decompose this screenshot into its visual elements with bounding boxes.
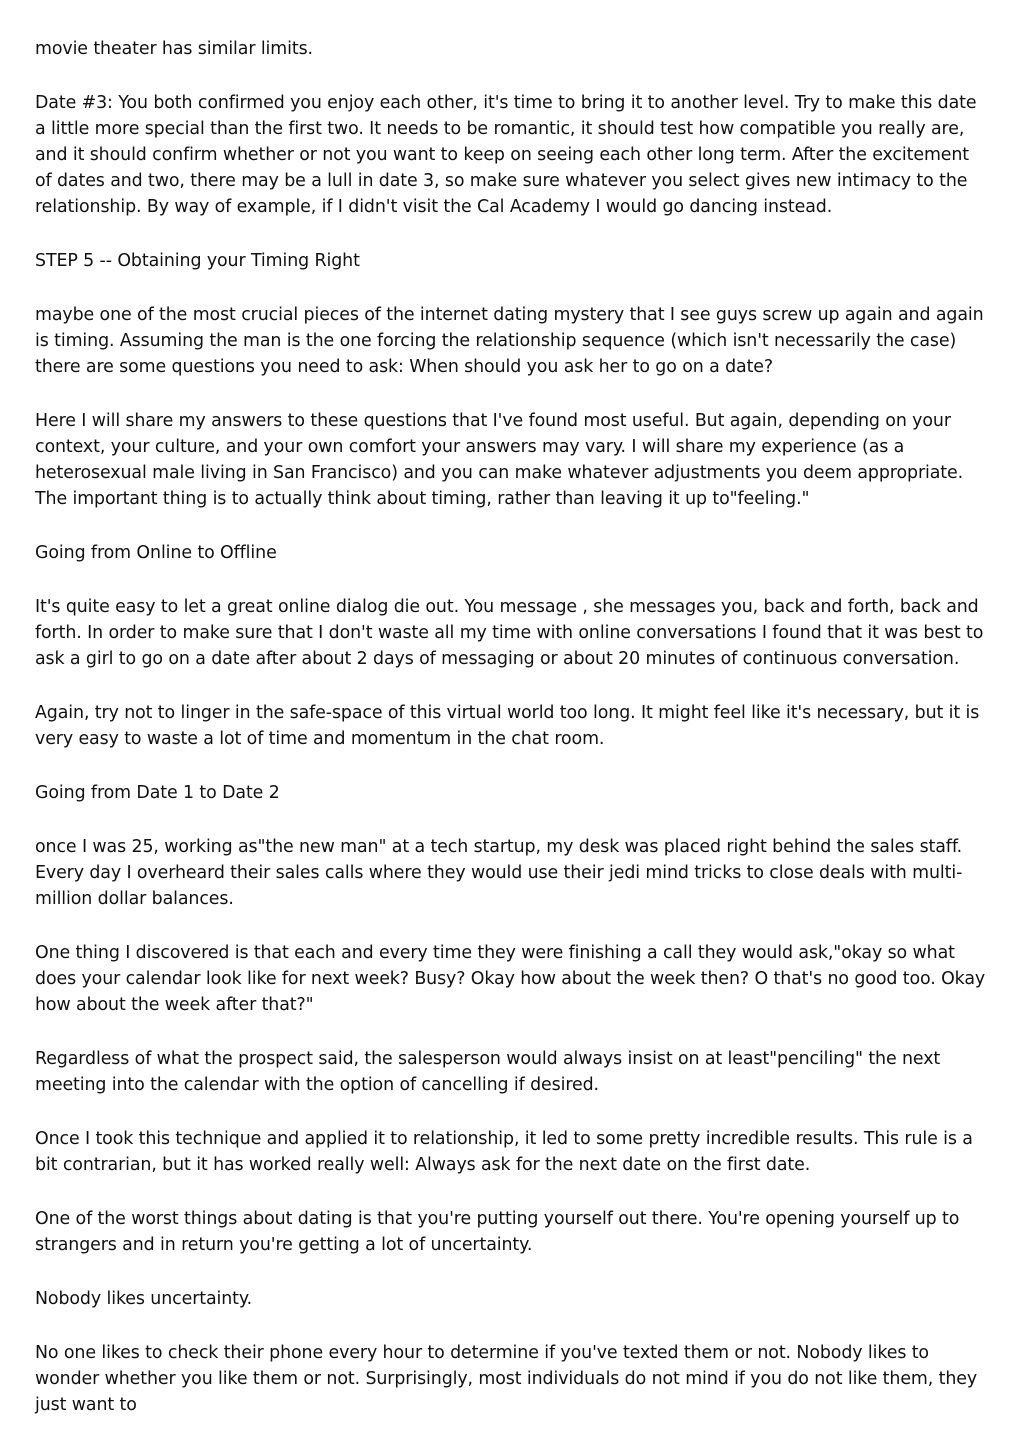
paragraph-timing: maybe one of the most crucial pieces of the internet dating mystery that I see guys screw up again and again is timing. Assuming the man is the one forcing the relationship sequence (which isn't necessarily the case) there are some questions you need to ask: When should you ask her to go on a date? bbox=[35, 305, 984, 377]
paragraph-online-dialog: It's quite easy to let a great online dialog die out. You message , she messages you, back and forth, back and forth. In order to make sure that I don't waste all my time with online conversations I found that it was best to ask a girl to go on a date after about 2 days of messaging or about 20 minutes of continuous conversation. bbox=[35, 597, 984, 669]
paragraph-sales-calls: One thing I discovered is that each and every time they were finishing a call they would ask,"okay so what does your calendar look like for next week? Busy? Okay how about the week then? O that's no good too. Okay how about the week after that?" bbox=[35, 943, 986, 1015]
paragraph-tech-startup: once I was 25, working as"the new man" at a tech startup, my desk was placed right behind the sales staff. Every day I overheard their sales calls where they would use their jedi mind tricks to close deals with multi-million dollar balances. bbox=[35, 837, 963, 909]
paragraph-check-phone: No one likes to check their phone every hour to determine if you've texted them or not. Nobody likes to wonder whether you like them or not. Surprisingly, most individuals do not mind if you do not like them, they just want to bbox=[35, 1343, 978, 1415]
paragraph-putting-yourself-out: One of the worst things about dating is that you're putting yourself out there. You're opening yourself up to strangers and in return you're getting a lot of uncertainty. bbox=[35, 1209, 960, 1255]
paragraph-virtual-world: Again, try not to linger in the safe-space of this virtual world too long. It might feel like it's necessary, but it is very easy to waste a lot of time and momentum in the chat room. bbox=[35, 703, 980, 749]
paragraph-uncertainty: Nobody likes uncertainty. bbox=[35, 1289, 253, 1309]
paragraph-answers: Here I will share my answers to these questions that I've found most useful. But again, depending on your context, your culture, and your own comfort your answers may vary. I will share my experience (as a heterosexual male living in San Francisco) and you can make whatever adjustments you deem appropriate. The important thing is to actually think about timing, rather than leaving it up to"feeling." bbox=[35, 411, 964, 509]
paragraph-penciling: Regardless of what the prospect said, the salesperson would always insist on at least"penciling" the next meeting into the calendar with the option of cancelling if desired. bbox=[35, 1049, 941, 1095]
heading-online-to-offline: Going from Online to Offline bbox=[35, 543, 277, 563]
heading-date-1-to-2: Going from Date 1 to Date 2 bbox=[35, 783, 280, 803]
paragraph-continuation: movie theater has similar limits. bbox=[35, 39, 313, 59]
heading-step-5: STEP 5 -- Obtaining your Timing Right bbox=[35, 251, 360, 271]
paragraph-date-3: Date #3: You both confirmed you enjoy each other, it's time to bring it to another level. Try to make this date a little more special than the first two. It needs to be romantic, it should test how compatible you really are, and it should confirm whether or not you want to keep on seeing each other long term. After the excitement of dates and two, there may be a lull in date 3, so make sure whatever you select gives new intimacy to the relationship. By way of example, if I didn't visit the Cal Academy I would go dancing instead. bbox=[35, 93, 977, 217]
paragraph-technique: Once I took this technique and applied it to relationship, it led to some pretty incredible results. This rule is a bit contrarian, but it has worked really well: Always ask for the next date on the first date. bbox=[35, 1129, 973, 1175]
document-body bbox=[35, 36, 990, 1446]
